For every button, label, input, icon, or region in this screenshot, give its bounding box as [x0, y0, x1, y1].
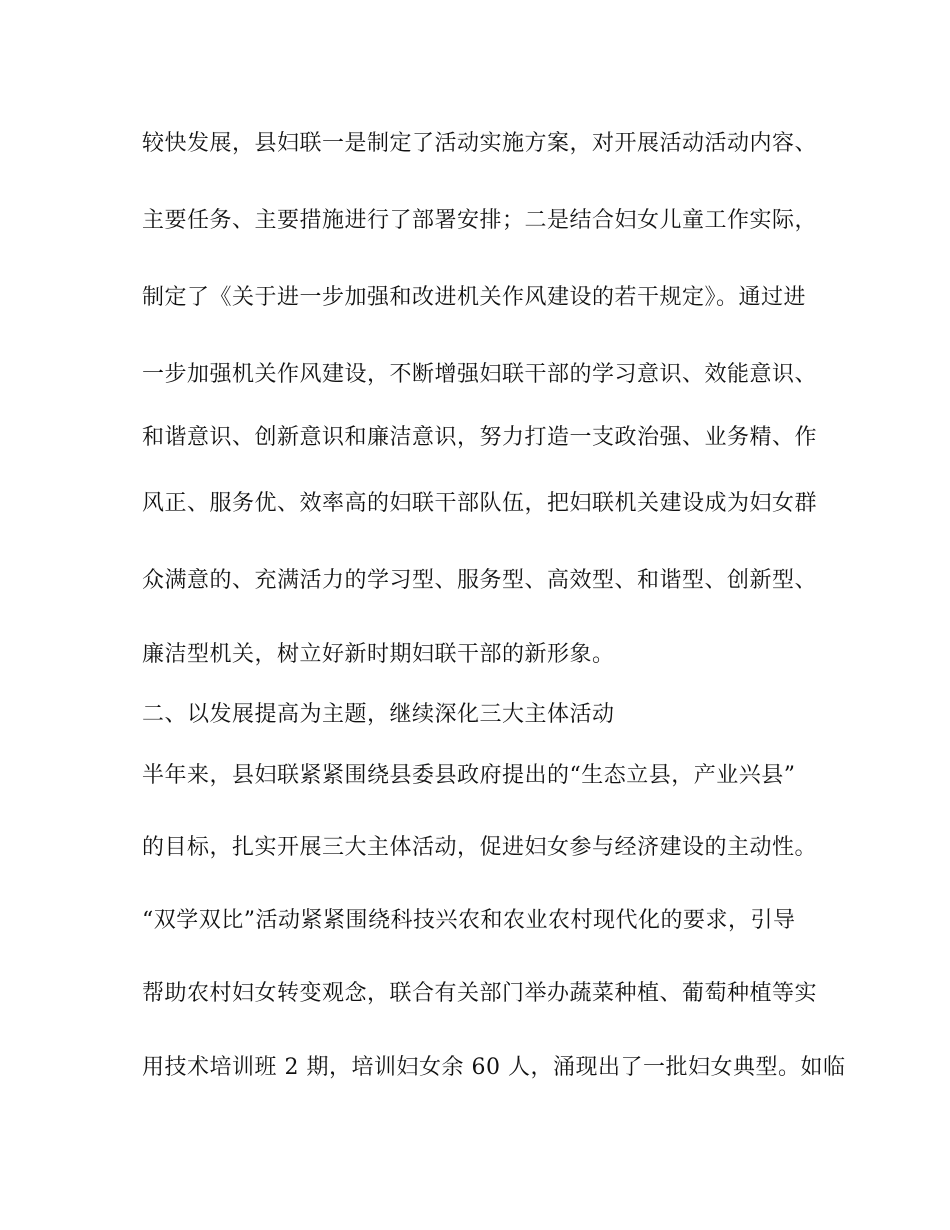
body-text-line: 和谐意识、创新意识和廉洁意识，努力打造一支政治强、业务精、作	[142, 425, 818, 450]
body-text-line: 帮助农村妇女转变观念，联合有关部门举办蔬菜种植、葡萄种植等实	[142, 981, 818, 1006]
body-text-line: 一步加强机关作风建设，不断增强妇联干部的学习意识、效能意识、	[142, 362, 818, 387]
body-text-line: 风正、服务优、效率高的妇联干部队伍，把妇联机关建设成为妇女群	[142, 491, 818, 516]
body-text-line: 主要任务、主要措施进行了部署安排；二是结合妇女儿童工作实际，	[142, 208, 818, 233]
body-text-line: 制定了《关于进一步加强和改进机关作风建设的若干规定》。通过进	[142, 285, 807, 310]
body-text-line: 半年来，县妇联紧紧围绕县委县政府提出的“生态立县，产业兴县”	[142, 763, 796, 788]
body-text-line: “双学双比”活动紧紧围绕科技兴农和农业农村现代化的要求，引导	[142, 908, 796, 933]
section-heading: 二、以发展提高为主题，继续深化三大主体活动	[142, 702, 615, 727]
body-text-line: 用技术培训班 2 期，培训妇女余 60 人，涌现出了一批妇女典型。如临	[142, 1055, 846, 1080]
body-text-line: 众满意的、充满活力的学习型、服务型、高效型、和谐型、创新型、	[142, 568, 818, 593]
body-text-line: 较快发展，县妇联一是制定了活动实施方案，对开展活动活动内容、	[142, 131, 818, 156]
body-text-line: 廉洁型机关，树立好新时期妇联干部的新形象。	[142, 642, 615, 667]
body-text-line: 的目标，扎实开展三大主体活动，促进妇女参与经济建设的主动性。	[142, 835, 818, 860]
